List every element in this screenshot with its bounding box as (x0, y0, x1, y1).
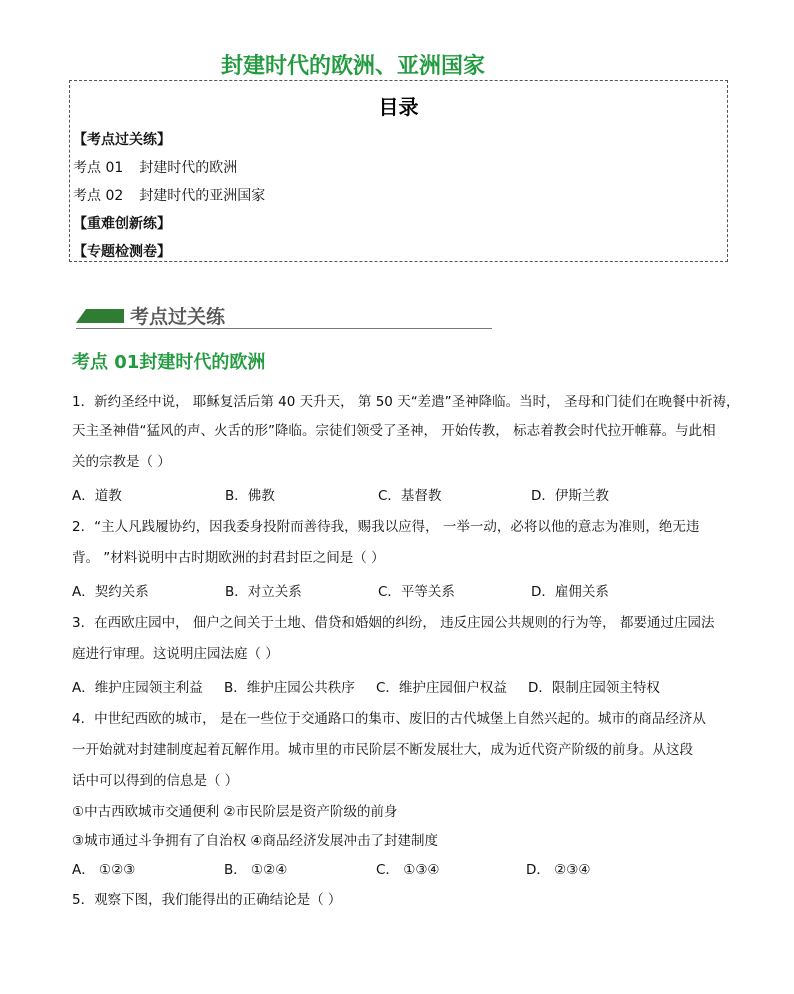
question-1-line: 天主圣神借“猛风的声、火舌的形”降临。宗徒们领受了圣神， 开始传教， 标志着教会时代拉开帷幕。与此相 (72, 423, 716, 439)
option-c: C．维护庄园佃户权益 (376, 680, 507, 696)
question-4-line: 一开始就对封建制度起着瓦解作用。城市里的市民阶层不断发展壮大，成为近代资产阶级的前身。从这段 (72, 742, 693, 758)
section-banner (72, 300, 492, 330)
question-2-line: 背。 ”材料说明中古时期欧洲的封君封臣之间是（ ） (72, 550, 385, 566)
question-4-statement: ③城市通过斗争拥有了自治权 ④商品经济发展冲击了封建制度 (72, 833, 438, 849)
option-c: C．基督教 (378, 488, 442, 504)
option-d: D．伊斯兰教 (531, 488, 609, 504)
question-4-line: 话中可以得到的信息是（ ） (72, 773, 239, 789)
option-a: A．道教 (72, 488, 122, 504)
table-of-contents (69, 80, 728, 262)
option-b: B．维护庄园公共秩序 (224, 680, 355, 696)
option-d: D．雇佣关系 (531, 584, 609, 600)
toc-heading: 目录 (378, 95, 419, 119)
question-3-options (72, 676, 660, 696)
option-a: A．维护庄园领主利益 (72, 680, 203, 696)
question-3-line: 3．在西欧庄园中， 佃户之间关于土地、借贷和婚姻的纠纷， 违反庄园公共规则的行为等， 都要通过庄园法 (72, 615, 715, 631)
banner-divider (76, 328, 492, 329)
subsection-title: 考点 01封建时代的欧洲 (72, 352, 266, 373)
option-a: A． ①②③ (72, 862, 136, 878)
question-2-options (72, 580, 609, 600)
page-title: 封建时代的欧洲、亚洲国家 (221, 54, 486, 79)
section-banner-label: 考点过关练 (130, 306, 226, 328)
question-4-statement: ①中古西欧城市交通便利 ②市民阶层是资产阶级的前身 (72, 804, 398, 820)
question-1-line: 1．新约圣经中说， 耶稣复活后第 40 天升天， 第 50 天“差遣”圣神降临。当时， 圣母和门徒们在晚餐中祈祷， (72, 394, 740, 410)
question-1-line: 关的宗教是（ ） (72, 454, 171, 470)
option-a: A．契约关系 (72, 584, 149, 600)
toc-item-number: 考点 01 (73, 160, 124, 176)
toc-item-topic-01 (73, 157, 237, 177)
option-b: B．佛教 (225, 488, 275, 504)
question-5-line: 5．观察下图，我们能得出的正确结论是（ ） (72, 892, 342, 908)
toc-item-innovation: 【重难创新练】 (73, 216, 171, 232)
question-1-options (72, 484, 609, 504)
option-d: D．限制庄园领主特权 (528, 680, 660, 696)
toc-item-topic-02 (73, 185, 265, 205)
option-c: C． ①③④ (376, 862, 440, 878)
option-b: B． ①②④ (224, 862, 288, 878)
toc-item-label: 封建时代的亚洲国家 (139, 188, 266, 204)
question-4-line: 4．中世纪西欧的城市， 是在一些位于交通路口的集市、废旧的古代城堡上自然兴起的。城市的商品经济从 (72, 711, 706, 727)
option-b: B．对立关系 (225, 584, 302, 600)
option-d: D． ②③④ (526, 862, 591, 878)
question-2-line: 2．“主人凡践履协约，因我委身投附而善待我，赐我以应得， 一举一动，必将以他的意志为准则，绝无违 (72, 519, 700, 535)
toc-item-test: 【专题检测卷】 (73, 244, 171, 260)
toc-item-label: 封建时代的欧洲 (139, 160, 238, 176)
question-4-options (72, 858, 591, 878)
banner-marker (76, 309, 124, 323)
toc-item-practice: 【考点过关练】 (73, 132, 171, 148)
toc-item-number: 考点 02 (73, 188, 124, 204)
option-c: C．平等关系 (378, 584, 455, 600)
question-3-line: 庭进行审理。这说明庄园法庭（ ） (72, 646, 279, 662)
